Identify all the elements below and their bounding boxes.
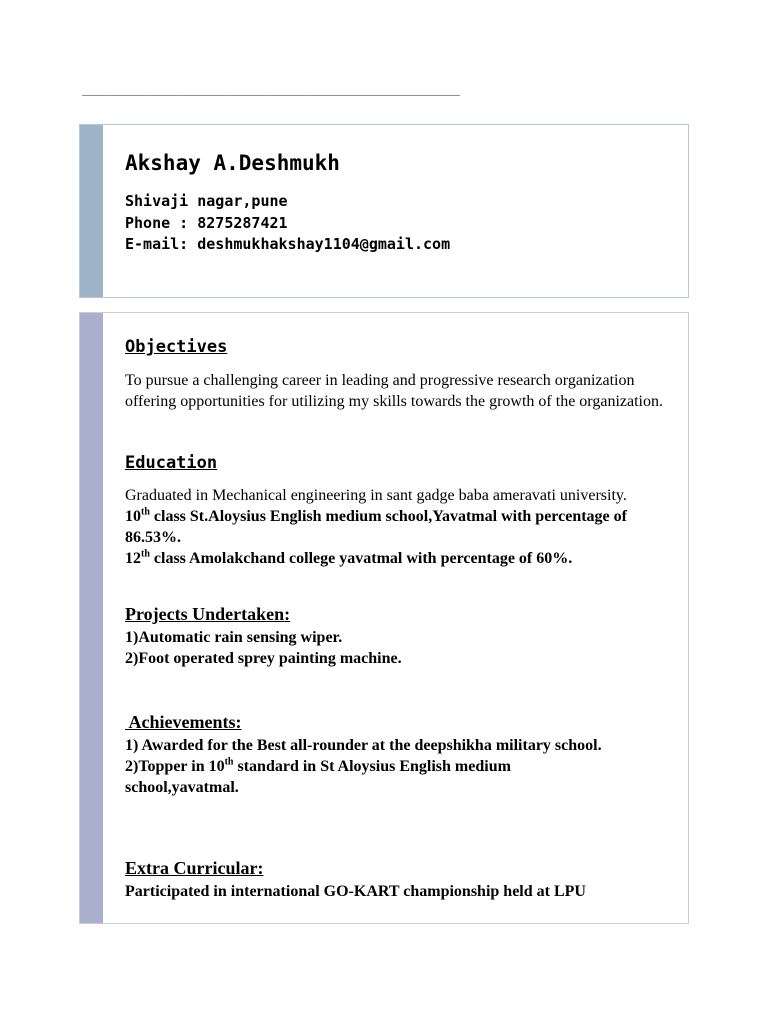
education-tenth bbox=[125, 506, 675, 548]
achievement-text: 2)Topper in 10 bbox=[125, 758, 225, 775]
extra-curricular-text: Participated in international GO-KART championship held at LPU bbox=[125, 883, 586, 900]
top-dashed-rule: _____________________________________________ bbox=[82, 84, 461, 98]
extra-curricular-heading: Extra Curricular: bbox=[125, 858, 264, 878]
candidate-name: Akshay A.Deshmukh bbox=[125, 151, 340, 175]
project-item: 1)Automatic rain sensing wiper. bbox=[125, 629, 343, 646]
twelfth-text: class Amolakchand college yavatmal with percentage of 60%. bbox=[149, 550, 573, 567]
achievement-text-rest: standard in St Aloysius English medium school,yavatmal. bbox=[125, 758, 511, 796]
tenth-superscript: th bbox=[141, 506, 150, 518]
tenth-number: 10 bbox=[125, 508, 141, 525]
achievement-item: 1) Awarded for the Best all-rounder at the deepshikha military school. bbox=[125, 737, 602, 754]
projects-heading-text: Projects Undertaken bbox=[125, 604, 285, 624]
achievement-superscript: th bbox=[224, 756, 234, 768]
objectives-heading: Objectives bbox=[125, 337, 228, 357]
achievements-list bbox=[125, 735, 675, 798]
project-item: 2)Foot operated sprey painting machine. bbox=[125, 650, 402, 667]
education-details bbox=[125, 485, 675, 569]
twelfth-superscript: th bbox=[141, 548, 150, 560]
body-box bbox=[79, 312, 689, 924]
contact-info bbox=[125, 191, 450, 256]
projects-list bbox=[125, 627, 675, 669]
achievements-heading: Achievements: bbox=[125, 712, 242, 732]
body-accent-bar bbox=[80, 313, 103, 923]
education-degree: Graduated in Mechanical engineering in sant gadge baba ameravati university. bbox=[125, 487, 627, 504]
education-heading: Education bbox=[125, 453, 218, 473]
email: E-mail: deshmukhakshay1104@gmail.com bbox=[125, 235, 451, 253]
header-box bbox=[79, 124, 689, 298]
projects-heading-colon: : bbox=[284, 604, 291, 624]
phone: Phone : 8275287421 bbox=[125, 213, 288, 232]
projects-heading bbox=[125, 604, 290, 625]
objectives-text: To pursue a challenging career in leading and progressive research organization offering opportunities for utilizing my skills towards the growth of the organization. bbox=[125, 372, 663, 410]
tenth-text: class St.Aloysius English medium school,Yavatmal with percentage of 86.53%. bbox=[125, 508, 627, 546]
education-twelfth bbox=[125, 548, 675, 569]
achievement-item bbox=[125, 756, 555, 798]
twelfth-number: 12 bbox=[125, 550, 141, 567]
address: Shivaji nagar,pune bbox=[125, 192, 288, 210]
header-accent-bar bbox=[80, 125, 103, 297]
